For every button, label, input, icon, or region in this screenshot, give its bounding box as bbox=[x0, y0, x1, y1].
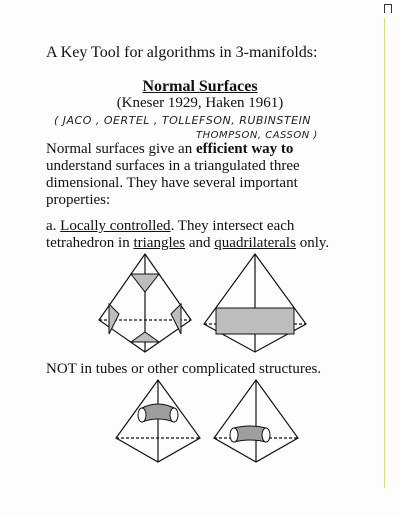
tetrahedron-tube-figure bbox=[112, 378, 204, 466]
corner-mark bbox=[384, 4, 392, 13]
not-tubes-statement: NOT in tubes or other complicated structures. bbox=[46, 361, 322, 377]
paragraph-line4: properties: bbox=[46, 192, 111, 208]
paragraph-line1: Normal surfaces give an efficient way to bbox=[46, 141, 294, 157]
paragraph-line2: understand surfaces in a triangulated three bbox=[46, 158, 300, 174]
section-subheading: (Kneser 1929, Haken 1961) bbox=[116, 95, 284, 111]
tetrahedron-triangles-figure bbox=[95, 252, 195, 357]
paragraph-line3: dimensional. They have several important bbox=[46, 175, 298, 191]
tetrahedron-quadrilateral-figure bbox=[200, 252, 310, 357]
tetrahedron-edge-tube-figure bbox=[210, 378, 302, 466]
point-a-line1: a. Locally controlled. They intersect each bbox=[46, 218, 295, 234]
handwritten-note-line2: THOMPSON, CASSON ) bbox=[196, 130, 318, 141]
handwritten-note-line1: ( JACO , OERTEL , TOLLEFSON, RUBINSTEIN bbox=[54, 114, 312, 127]
section-heading: Normal Surfaces bbox=[142, 78, 258, 95]
point-a-line2: tetrahedron in triangles and quadrilaterals only. bbox=[46, 235, 330, 251]
page-title: A Key Tool for algorithms in 3-manifolds: bbox=[46, 44, 318, 61]
